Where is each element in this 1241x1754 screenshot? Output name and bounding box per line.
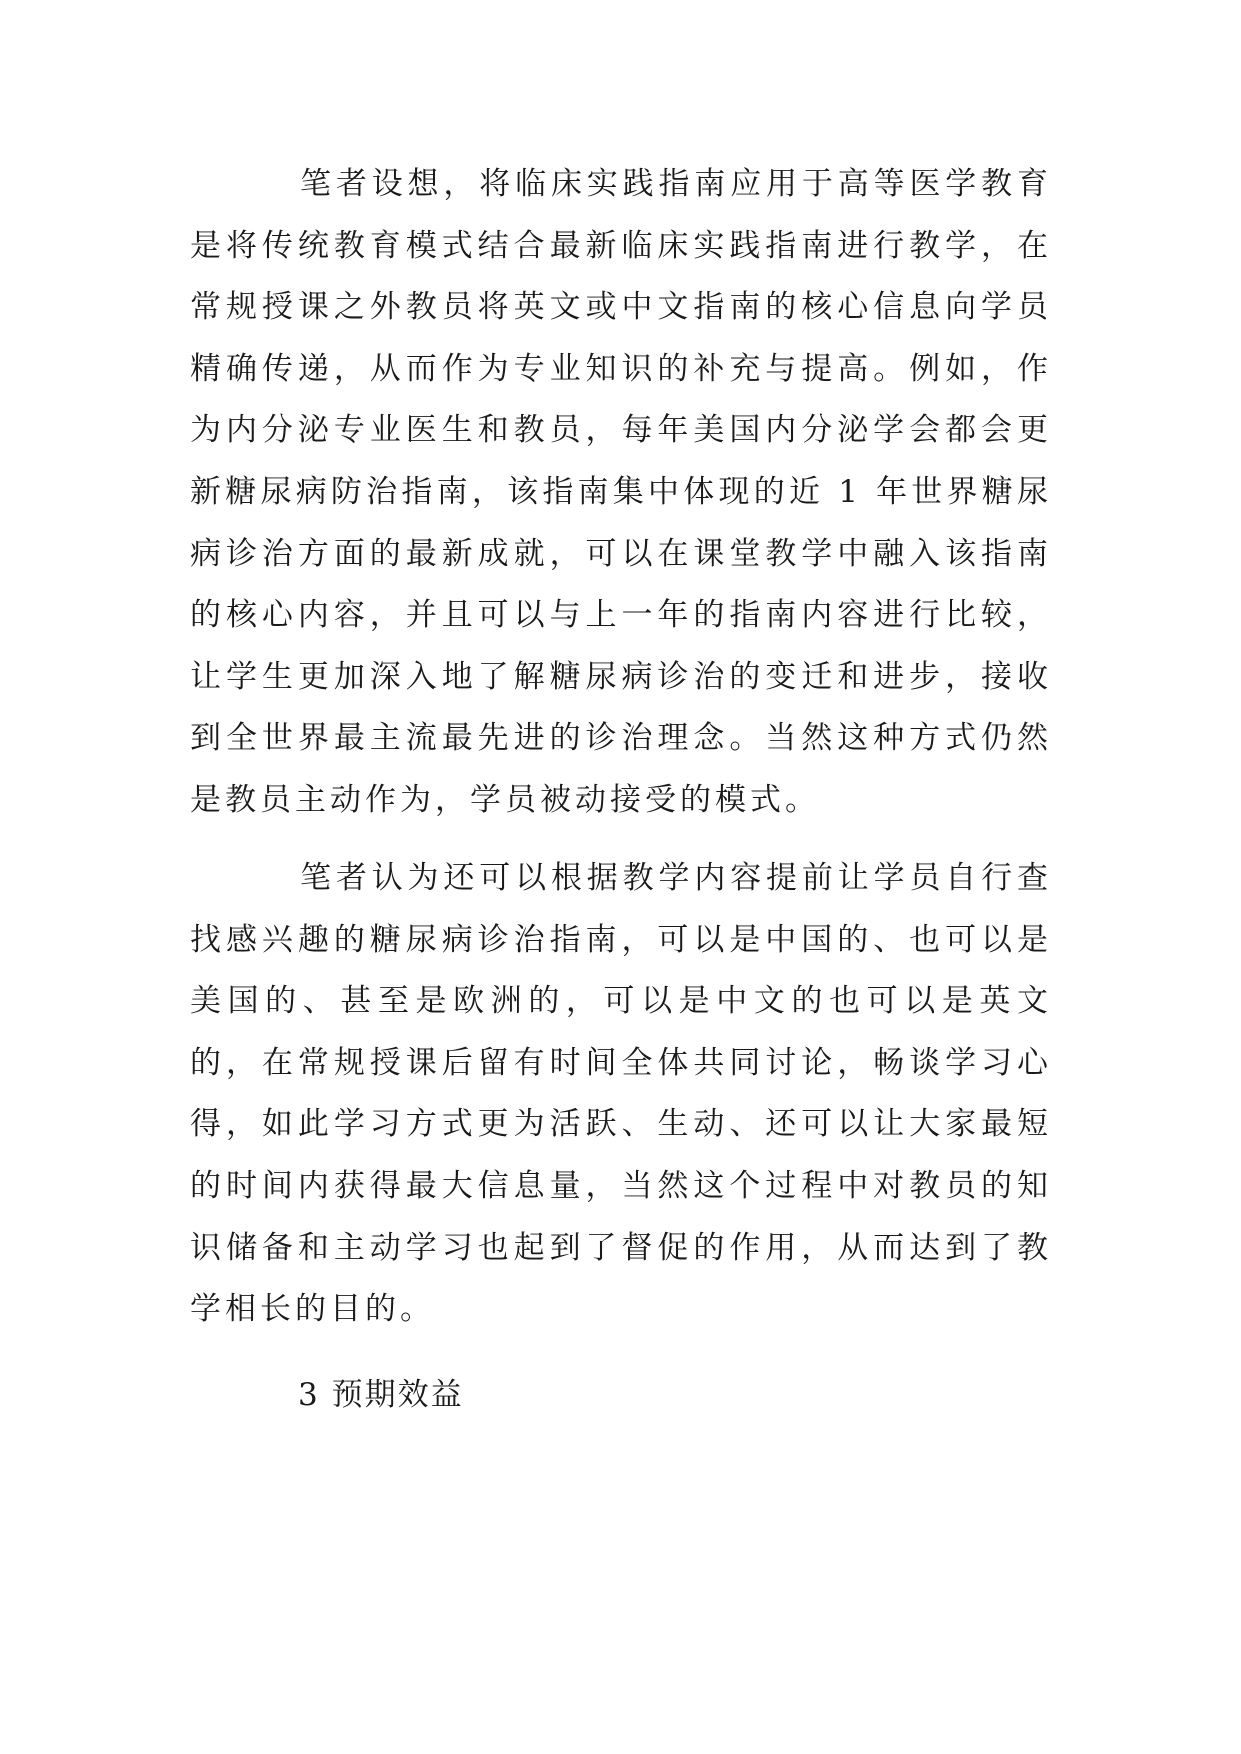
section-heading: 3 预期效益 [298, 1377, 464, 1413]
body-paragraph: 笔者认为还可以根据教学内容提前让学员自行查找感兴趣的糖尿病诊治指南，可以是中国的、也可以是美国的、甚至是欧洲的，可以是中文的也可以是英文的，在常规授课后留有时间全体共同讨论，畅谈学习心得，如此学习方式更为活跃、生动、还可以让大家最短的时间内获得最大信息量，当然这个过程中对教员的知识储备和主动学习也起到了督促的作用，从而达到了教学相长的目的。 [190, 860, 1052, 1328]
body-paragraph: 笔者设想，将临床实践指南应用于高等医学教育是将传统教育模式结合最新临床实践指南进行教学，在常规授课之外教员将英文或中文指南的核心信息向学员精确传递，从而作为专业知识的补充与提高。例如，作为内分泌专业医生和教员，每年美国内分泌学会都会更新糖尿病防治指南，该指南集中体现的近 1 年世界糖尿病诊治方面的最新成就，可以在课堂教学中融入该指南的核心内容，并且可以与上一年的指南内容进行比较，让学生更加深入地了解糖尿病诊治的变迁和进步，接收到全世界最主流最先进的诊治理念。当然这种方式仍然是教员主动作为，学员被动接受的模式。 [190, 166, 1052, 818]
